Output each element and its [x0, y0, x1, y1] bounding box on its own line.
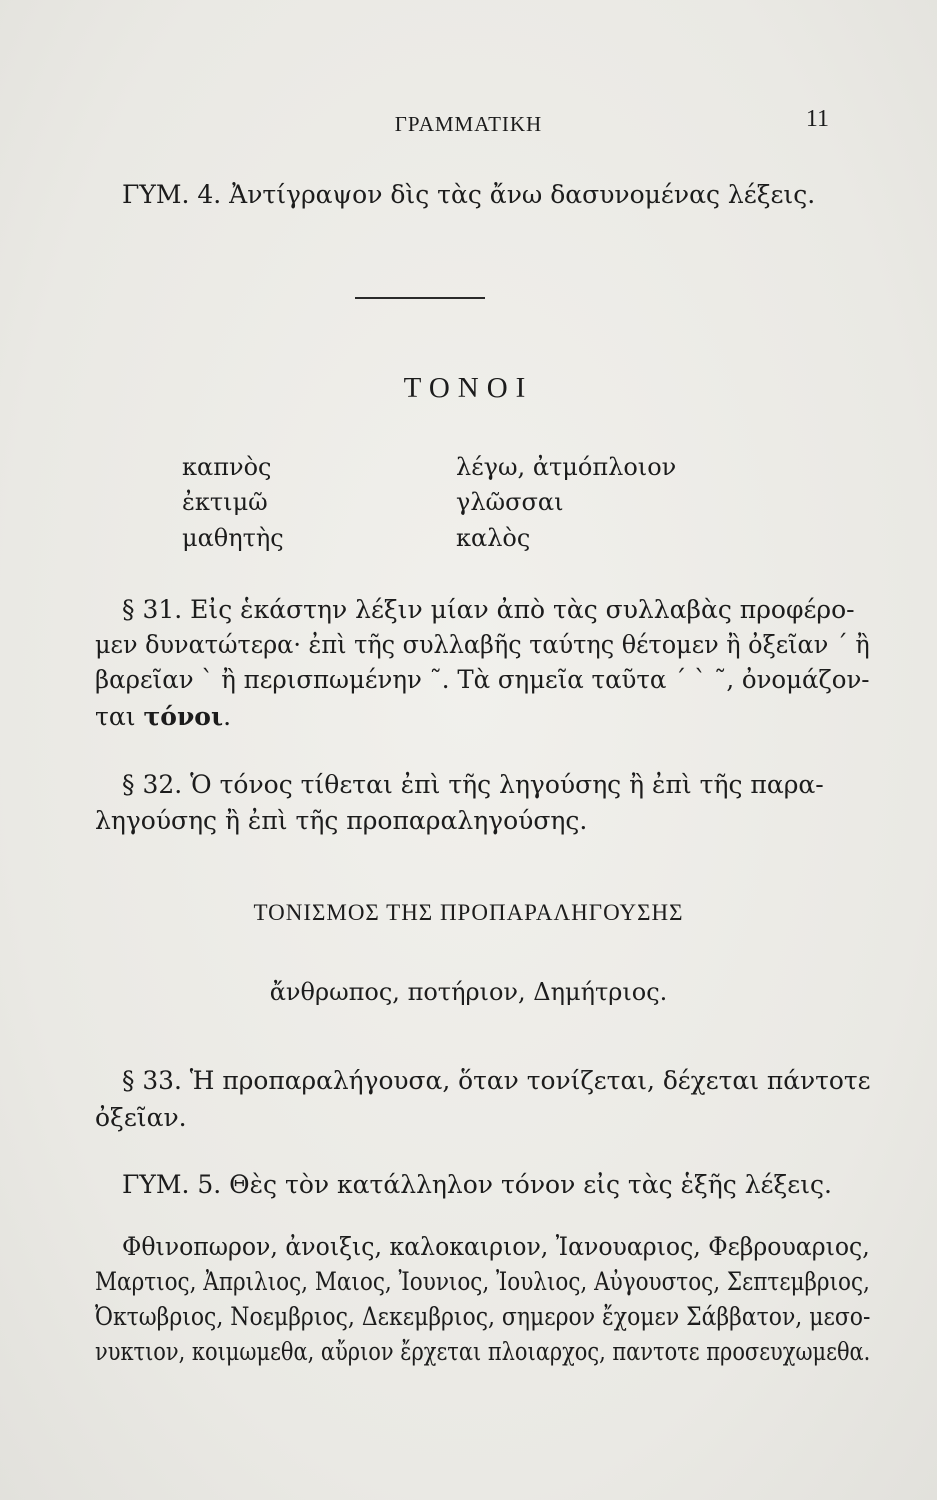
section-title-tonoi: ΤΟΝΟΙ: [403, 372, 534, 404]
exercise-5-line: Φθινοπωρον, ἀνοιξις, καλοκαιριον, Ἰανουαριος, Φεβρουαριος,: [122, 1232, 870, 1261]
term-tonoi: τόνοι: [143, 702, 224, 731]
word-list-item: γλῶσσαι: [456, 488, 564, 516]
section-title-proparalegousa: ΤΟΝΙΣΜΟΣ ΤΗΣ ΠΡΟΠΑΡΑΛΗΓΟΥΣΗΣ: [253, 900, 684, 925]
paragraph-31-line: § 31. Εἰς ἑκάστην λέξιν μίαν ἀπὸ τὰς συλλαβὰς προφέρο-: [122, 595, 855, 624]
word-list-item: λέγω, ἀτμόπλοιον: [456, 453, 677, 481]
exercise-4: ΓΥΜ. 4. Ἀντίγραψον δὶς τὰς ἄνω δασυνομένας λέξεις.: [122, 180, 816, 209]
paragraph-31-line: [95, 702, 231, 731]
paragraph-33-line: § 33. Ἡ προπαραλήγουσα, ὅταν τονίζεται, δέχεται πάντοτε: [122, 1066, 871, 1095]
paragraph-33-line: ὀξεῖαν.: [95, 1103, 187, 1132]
paragraph-31-line: βαρεῖαν ` ἢ περισπωμένην ῀. Τὰ σημεῖα ταῦτα ΄ ` ῀, ὀνομάζον-: [95, 665, 870, 694]
word-list-item: καπνὸς: [182, 453, 272, 481]
word-list-item: καλὸς: [456, 524, 531, 552]
section-divider: [355, 297, 485, 299]
running-title: ΓΡΑΜΜΑΤΙΚΗ: [394, 112, 543, 136]
exercise-5-line: Μαρτιος, Ἀπριλιος, Μαιος, Ἰουνιος, Ἰουλιος, Αὐγουστος, Σεπτεμβριος,: [95, 1267, 870, 1296]
paragraph-31-line: μεν δυνατώτερα· ἐπὶ τῆς συλλαβῆς ταύτης θέτομεν ἢ ὀξεῖαν ΄ ἢ: [95, 630, 870, 659]
exercise-5-line: Ὀκτωβριος, Νοεμβριος, Δεκεμβριος, σημερον ἔχομεν Σάββατον, μεσο-: [95, 1302, 871, 1331]
text-run: ται: [95, 702, 144, 731]
word-list-item: ἐκτιμῶ: [182, 488, 268, 516]
exercise-5-line: νυκτιον, κοιμωμεθα, αὔριον ἔρχεται πλοιαρχος, παντοτε προσευχωμεθα.: [95, 1337, 871, 1366]
text-run: .: [223, 702, 232, 731]
paragraph-32-line: § 32. Ὁ τόνος τίθεται ἐπὶ τῆς ληγούσης ἢ ἐπὶ τῆς παρα-: [122, 770, 824, 799]
page-number: 11: [805, 106, 829, 132]
exercise-5-title: ΓΥΜ. 5. Θὲς τὸν κατάλληλον τόνον εἰς τὰς ἑξῆς λέξεις.: [122, 1170, 832, 1199]
paragraph-32-line: ληγούσης ἢ ἐπὶ τῆς προπαραληγούσης.: [95, 806, 588, 835]
example-words: ἄνθρωπος, ποτήριον, Δημήτριος.: [269, 978, 668, 1006]
word-list-item: μαθητὴς: [182, 524, 284, 552]
